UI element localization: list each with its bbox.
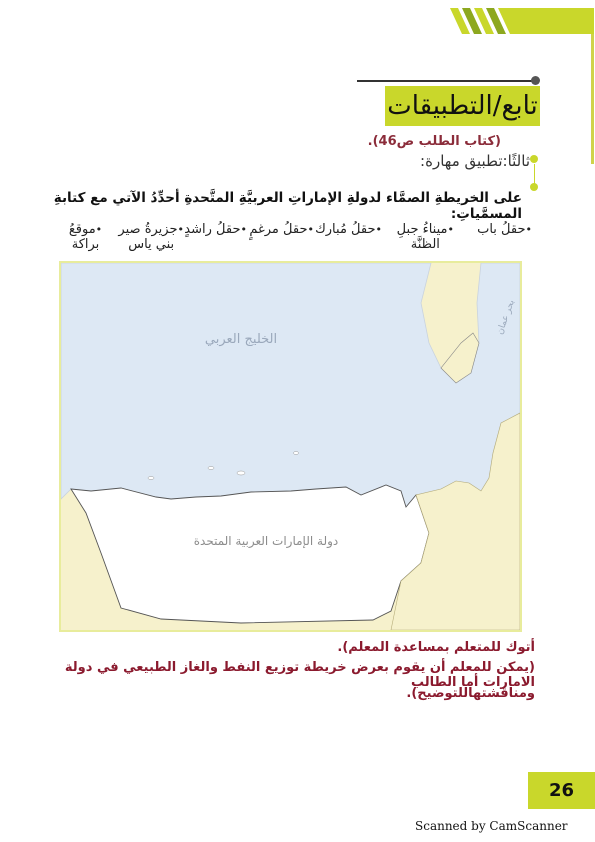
teacher-note-2: (يمكن للمعلم أن يقوم بعرض خريطة توزيع النفط والغاز الطبيعي في دولة الامارات أما الطالب	[64, 660, 535, 690]
place-name-line2: الظنَّة	[410, 237, 440, 252]
place-name: ميناءُ جبلِ	[396, 222, 448, 237]
page-number: 26	[528, 772, 595, 809]
place-item: •ميناءُ جبلِ الظنَّة	[396, 222, 454, 252]
place-item: •حقلُ مُبارك	[315, 222, 382, 237]
place-name-line2: بني ياس	[128, 237, 175, 252]
gulf-label: الخليج العربي	[204, 332, 278, 347]
book-reference: (كتاب الطلب ص46).	[367, 134, 501, 149]
sea-label: بحر عمان	[495, 298, 517, 336]
place-item: •حقلُ راشدٍ	[184, 222, 247, 237]
country-label: دولة الإمارات العربية المتحدة	[193, 534, 339, 548]
place-name: حقلُ راشدٍ	[184, 222, 241, 237]
place-item: •حقلُ باب	[477, 222, 532, 237]
place-name: حقلُ مرغمٍ	[249, 222, 308, 237]
question-text: على الخريطةِ الصمَّاء لدولةِ الإماراتِ العربيَّةِ المتَّحدةِ أحدِّدُ الآتي مع كتابةِ المسمَّياتِ:	[53, 190, 522, 222]
place-name: موقعُ براكة	[68, 222, 100, 252]
teacher-note-3: ومناقشتهاللتوضيح).	[406, 686, 535, 701]
map-country-uae	[71, 485, 429, 623]
page-title: تابع/التطبيقات	[385, 86, 540, 126]
place-name: حقلُ مُبارك	[315, 222, 376, 237]
place-name: جزيرةُ صير	[118, 222, 178, 237]
section-bullet	[530, 155, 538, 163]
title-dot	[531, 76, 540, 85]
section-title: ثالثًا:تطبيق مهارة:	[420, 152, 530, 170]
scanner-footer: Scanned by CamScanner	[415, 819, 568, 833]
question-bullet	[530, 183, 538, 191]
title-rule	[357, 80, 535, 82]
header-stripes	[444, 8, 594, 34]
uae-blank-map	[61, 263, 520, 630]
place-name: حقلُ باب	[477, 222, 526, 237]
teacher-note-1: أتوك للمتعلم بمساعدة المعلم).	[337, 640, 535, 655]
place-item: •موقعُ براكة	[68, 222, 103, 252]
places-list	[55, 222, 540, 258]
margin-line	[591, 34, 594, 164]
place-item: •جزيرةُ صير بني ياس	[118, 222, 184, 252]
place-item: •حقلُ مرغمٍ	[249, 222, 314, 237]
